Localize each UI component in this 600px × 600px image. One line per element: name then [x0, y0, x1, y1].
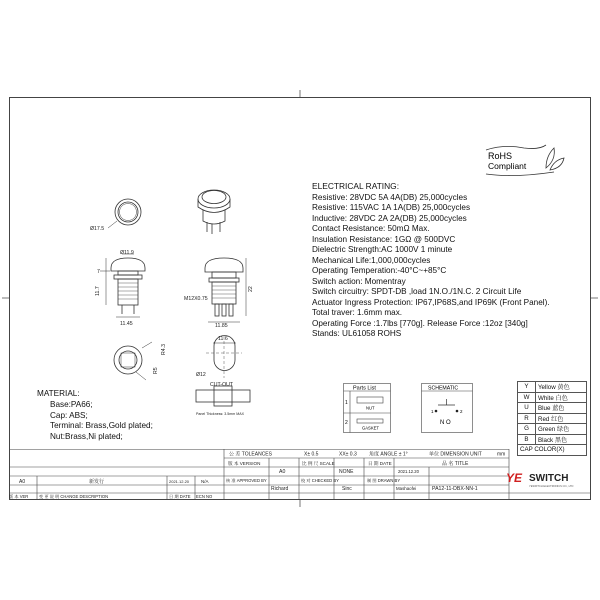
isometric-view — [198, 190, 230, 234]
material-title: MATERIAL: — [37, 389, 80, 398]
panel-thickness-label: Panel Thickness: 3.5mm MAX — [196, 412, 245, 416]
color-name: White 白色 — [536, 392, 587, 403]
version-label: 版 本 VERSION — [228, 461, 261, 466]
color-row — [518, 413, 587, 424]
electrical-rating-title: ELECTRICAL RATING: — [312, 181, 400, 191]
checked: Sinc — [342, 486, 352, 492]
color-row — [518, 392, 587, 403]
version: A0 — [279, 469, 286, 475]
col-ver: 版 本 VER — [9, 494, 29, 499]
color-name: Yellow 黄色 — [536, 382, 587, 393]
date-label: 日 期 DATE — [368, 461, 392, 466]
color-code: U — [518, 403, 536, 414]
spec-line: Actuator Ingress Protection: IP67,IP68S,and IP69K (Front Panel). — [312, 297, 550, 307]
tol2: XX± 0.3 — [339, 451, 357, 458]
title-block — [9, 449, 591, 500]
logo-mark: YE — [506, 471, 523, 485]
spec-line: Stands: UL61058 ROHS — [312, 329, 402, 338]
top-view — [108, 199, 141, 228]
rev: A0 — [19, 479, 26, 485]
spec-line: Total traver: 1.6mm max. — [312, 308, 403, 317]
dim-d175: Ø17.5 — [90, 226, 105, 232]
color-name: Green 绿色 — [536, 424, 587, 435]
parts-row-no: 2 — [345, 420, 348, 426]
rev-date: 2021.12.20 — [169, 479, 190, 484]
dim-d119: Ø11.9 — [120, 250, 134, 256]
dim-w1185: 11.85 — [215, 323, 228, 329]
scale-label: 比 例 尺 SCALE — [302, 461, 335, 466]
rev-desc: 新发行 — [89, 479, 105, 485]
dim-h22: 22 — [248, 286, 254, 292]
parts-list — [343, 383, 391, 433]
parts-list-title: Parts List — [353, 385, 376, 392]
parts-row-no: 1 — [345, 400, 348, 406]
spec-line: Dielectric Strength:AC 1000V 1 minute — [312, 245, 453, 254]
dim-m12: M12X0.75 — [184, 296, 208, 302]
schematic — [421, 383, 473, 433]
col-change: 变 更 说 明 CHANGE DESCRIPTION — [39, 494, 109, 499]
dim-w116: 11.6 — [218, 336, 228, 342]
material-line: Cap: ABS; — [50, 410, 88, 420]
parts-row-name: NUT — [366, 405, 375, 411]
spec-line: Contact Resistance: 50mΩ Max. — [312, 224, 430, 233]
title-label: 品 名 TITLE — [442, 461, 469, 467]
dim-r5: R5 — [153, 367, 159, 374]
scale: NONE — [339, 469, 354, 475]
part-number: PA12-11-DBX-NN-1 — [432, 486, 478, 492]
schematic-pin2: 2 — [460, 409, 463, 414]
bottom-view — [114, 342, 152, 380]
spec-line: Switch action: Momentray — [312, 276, 406, 286]
color-row — [518, 382, 587, 393]
spec-line: Switch circuitry: SPDT-DB ,load 1N.O./1N.C. 2 Circuit Life — [312, 287, 522, 296]
spec-line: Operating Temperation:-40°C~+85°C — [312, 266, 447, 275]
unit-label: 单位 DIMENSION UNIT — [429, 451, 482, 458]
cap-color-footer: CAP COLOR(X) — [518, 445, 587, 456]
spec-line: Insulation Resistance: 1GΩ @ 500DVC — [312, 234, 456, 244]
drawn: Mashaofei — [396, 486, 417, 491]
unit: mm — [497, 451, 506, 458]
material-line: Terminal: Brass,Gold plated; — [50, 421, 153, 431]
drawn-label: 制 图 DRAWN BY — [367, 478, 401, 483]
spec-line: Resistive: 115VAC 1A 1A(DB) 25,000cycles — [312, 203, 471, 212]
checked-label: 校 对 CHECKED BY — [301, 478, 339, 483]
col-date: 日 期 DATE — [169, 494, 191, 499]
rohs-line2: Compliant — [488, 161, 527, 171]
date: 2021.12.20 — [398, 469, 419, 474]
tolerance-label: 公 差 TOLEANCES — [229, 451, 272, 458]
rohs-line1: RoHS — [488, 151, 513, 161]
color-name: Black 黑色 — [536, 434, 587, 445]
color-row — [518, 403, 587, 414]
approved: Richard — [271, 486, 289, 492]
material-line: Nut:Brass,Ni plated; — [50, 432, 123, 442]
dim-h117: 11.7 — [95, 286, 101, 296]
color-code: W — [518, 392, 536, 403]
color-code: R — [518, 413, 536, 424]
approved-label: 核 准 APPROVED BY — [226, 478, 267, 483]
ecn-na: N/A — [201, 479, 209, 484]
spec-line: Mechanical Life:1,000,000cycles — [312, 255, 431, 265]
spec-line: Resistive: 28VDC 5A 4A(DB) 25,000cycles — [312, 192, 468, 202]
cutout-label: CUT-OUT — [210, 382, 234, 388]
brand-sub: YESWITCH ELECTRONICS CO., LTD — [529, 485, 574, 488]
side-view — [100, 254, 145, 317]
parts-row-name: GASKET — [362, 425, 379, 431]
spec-line: Inductive: 28VDC 2A 2A(DB) 25,000cycles — [312, 213, 467, 223]
panel-view — [196, 386, 250, 406]
color-name: Red 红色 — [536, 413, 587, 424]
schematic-pin1: 1 — [431, 409, 434, 414]
cap-color-table — [517, 381, 587, 456]
color-code: B — [518, 434, 536, 445]
color-row — [518, 434, 587, 445]
dim-w1145: 11.45 — [120, 321, 133, 327]
material-line: Base:PA66; — [50, 399, 93, 409]
schematic-title: SCHEMATIC — [428, 385, 459, 392]
color-row — [518, 424, 587, 435]
color-name: Blue 蓝色 — [536, 403, 587, 414]
front-view — [205, 258, 246, 322]
angle-tol: 角度 ANGLE ± 1° — [369, 451, 408, 458]
dim-h7: 7 — [97, 269, 100, 275]
col-ecn: ECN NO — [196, 494, 213, 499]
spec-line: Operating Force :1.7lbs [770g]. Release Force :12oz [340g] — [312, 318, 528, 328]
tol1: X± 0.5 — [304, 451, 319, 458]
brand-name: SWITCH — [529, 473, 569, 484]
dim-d12: Ø12 — [196, 372, 206, 378]
color-code: G — [518, 424, 536, 435]
dim-r43: R4.3 — [161, 344, 167, 355]
schematic-label: N O — [440, 420, 451, 426]
ye-switch-logo — [505, 467, 587, 493]
color-code: Y — [518, 382, 536, 393]
